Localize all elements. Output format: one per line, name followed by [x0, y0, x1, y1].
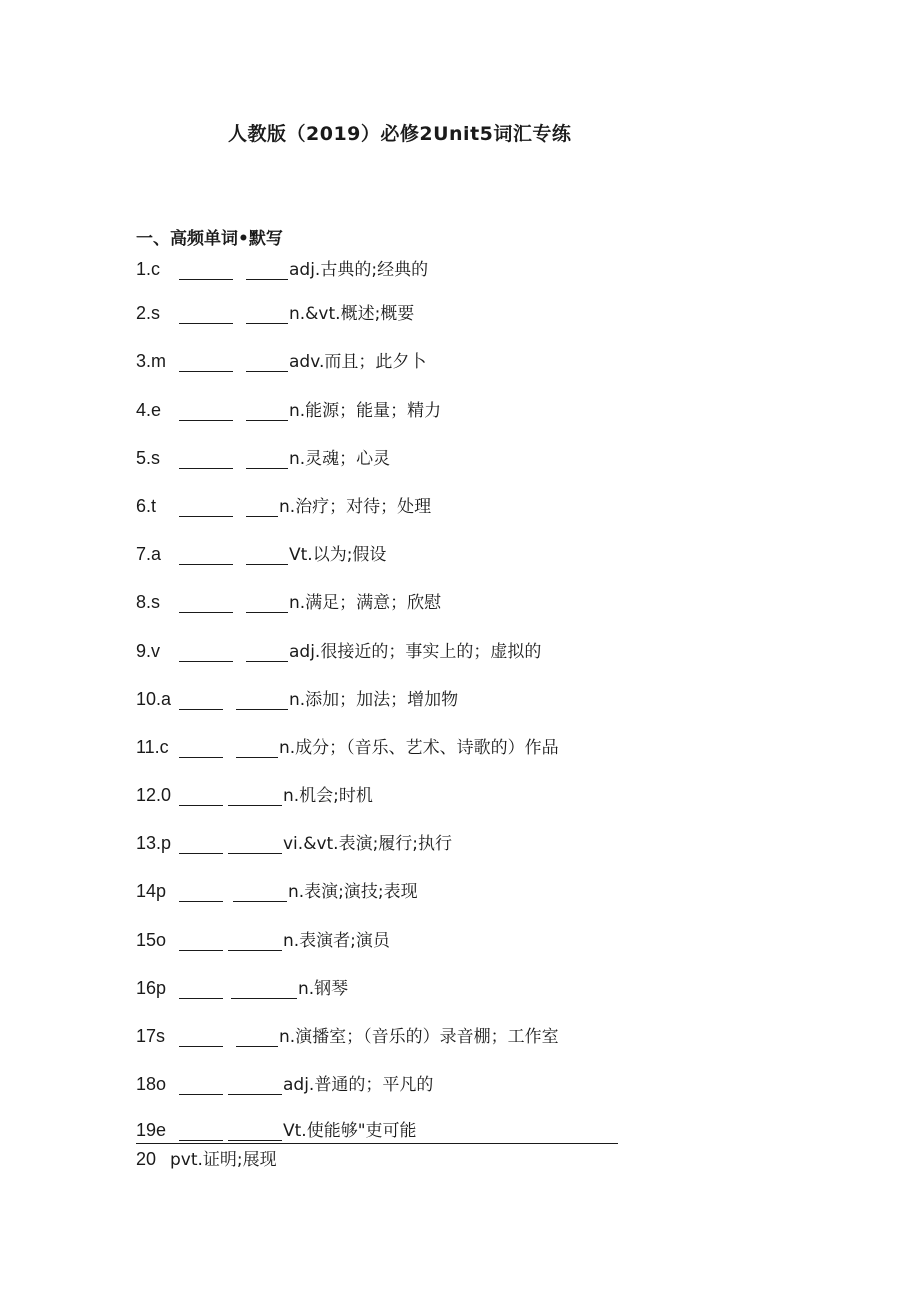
answer-blank[interactable] — [179, 1120, 223, 1141]
answer-blank[interactable] — [246, 496, 278, 517]
answer-blank[interactable] — [246, 259, 288, 280]
item-meaning: n.表演;演技;表现 — [288, 882, 418, 902]
vocab-item — [136, 969, 348, 999]
answer-blank[interactable] — [179, 930, 223, 951]
item-meaning: vi.&vt.表演;履行;执行 — [283, 834, 453, 854]
item-meaning: n.满足；满意；欣慰 — [289, 593, 442, 613]
answer-blank[interactable] — [179, 351, 233, 372]
item-meaning: n.&vt.概述;概要 — [289, 304, 415, 324]
answer-blank[interactable] — [228, 1120, 282, 1141]
answer-blank[interactable] — [179, 448, 233, 469]
answer-blank[interactable] — [179, 400, 233, 421]
answer-blank[interactable] — [228, 833, 282, 854]
item-number: 4.e — [136, 400, 162, 420]
item-meaning: Vt.以为;假设 — [289, 545, 387, 565]
vocab-item — [136, 1017, 559, 1047]
vocab-item — [136, 439, 390, 469]
answer-blank[interactable] — [179, 259, 233, 280]
vocab-item-last — [136, 1145, 277, 1170]
answer-blank[interactable] — [228, 1074, 282, 1095]
answer-blank[interactable] — [179, 881, 223, 902]
answer-blank[interactable] — [179, 785, 223, 806]
item-number: 20 — [136, 1149, 157, 1169]
answer-blank[interactable] — [246, 303, 288, 324]
item-number: 7.a — [136, 544, 162, 564]
section-heading: 一、高频单词•默写 — [136, 229, 283, 249]
item-number: 17s — [136, 1026, 166, 1046]
answer-blank[interactable] — [179, 978, 223, 999]
answer-blank[interactable] — [246, 544, 288, 565]
item-number: 1.c — [136, 259, 161, 279]
item-meaning: Vt.使能够"吏可能 — [283, 1121, 417, 1141]
item-meaning: n.添加；加法；增加物 — [289, 690, 459, 710]
item-number: 15o — [136, 930, 167, 950]
item-meaning: n.表演者;演员 — [283, 931, 390, 951]
answer-blank[interactable] — [179, 641, 233, 662]
vocab-item — [136, 250, 428, 280]
answer-blank[interactable] — [236, 737, 278, 758]
item-meaning: pvt.证明;展现 — [170, 1150, 277, 1170]
vocab-item — [136, 680, 458, 710]
answer-blank[interactable] — [179, 1026, 223, 1047]
item-number: 6.t — [136, 496, 157, 516]
item-number: 8.s — [136, 592, 161, 612]
item-number: 9.v — [136, 641, 161, 661]
vocab-item — [136, 487, 431, 517]
item-meaning: n.灵魂；心灵 — [289, 449, 391, 469]
item-number: 16p — [136, 978, 167, 998]
item-number: 18o — [136, 1074, 167, 1094]
item-number: 12.0 — [136, 785, 172, 805]
answer-blank[interactable] — [246, 592, 288, 613]
item-meaning: n.成分；（音乐、艺术、诗歌的）作品 — [279, 738, 559, 758]
answer-blank[interactable] — [233, 881, 287, 902]
item-number: 3.m — [136, 351, 167, 371]
item-number: 2.s — [136, 303, 161, 323]
page-title: 人教版（2019）必修2Unit5词汇专练 — [228, 123, 572, 145]
item-meaning: n.能源；能量；精力 — [289, 401, 442, 421]
item-meaning: n.钢琴 — [298, 979, 349, 999]
answer-blank[interactable] — [179, 689, 223, 710]
answer-blank[interactable] — [236, 1026, 278, 1047]
item-number: 10.a — [136, 689, 172, 709]
answer-blank[interactable] — [246, 448, 288, 469]
item-meaning: n.治疗；对待；处理 — [279, 497, 432, 517]
item-number: 5.s — [136, 448, 161, 468]
vocab-item — [136, 294, 414, 324]
answer-blank[interactable] — [179, 1074, 223, 1095]
item-meaning: adj.古典的;经典的 — [289, 260, 429, 280]
vocab-item — [136, 728, 559, 758]
vocab-item — [136, 342, 426, 372]
answer-blank[interactable] — [179, 833, 223, 854]
item-number: 14p — [136, 881, 167, 901]
item-meaning: n.机会;时机 — [283, 786, 373, 806]
vocab-item — [136, 776, 373, 806]
item-number: 13.p — [136, 833, 172, 853]
answer-blank[interactable] — [231, 978, 297, 999]
item-number: 11.c — [136, 737, 169, 757]
item-meaning: n.演播室；（音乐的）录音棚；工作室 — [279, 1027, 559, 1047]
vocab-item — [136, 1065, 433, 1095]
answer-blank[interactable] — [246, 351, 288, 372]
vocab-item — [136, 391, 441, 421]
vocab-item — [136, 535, 386, 565]
answer-blank[interactable] — [228, 785, 282, 806]
answer-blank[interactable] — [179, 592, 233, 613]
vocab-item — [136, 583, 441, 613]
item-meaning: adv.而且；此夕卜 — [289, 352, 427, 372]
vocab-item — [136, 632, 541, 662]
answer-blank[interactable] — [236, 689, 288, 710]
vocab-item — [136, 1111, 618, 1144]
answer-blank[interactable] — [246, 400, 288, 421]
item-meaning: adj.普通的；平凡的 — [283, 1075, 434, 1095]
answer-blank[interactable] — [179, 303, 233, 324]
item-number: 19e — [136, 1120, 167, 1140]
answer-blank[interactable] — [228, 930, 282, 951]
answer-blank[interactable] — [179, 737, 223, 758]
vocab-item — [136, 921, 390, 951]
vocab-item — [136, 872, 418, 902]
item-meaning: adj.很接近的；事实上的；虚拟的 — [289, 642, 542, 662]
vocab-item — [136, 824, 452, 854]
answer-blank[interactable] — [179, 496, 233, 517]
answer-blank[interactable] — [179, 544, 233, 565]
answer-blank[interactable] — [246, 641, 288, 662]
